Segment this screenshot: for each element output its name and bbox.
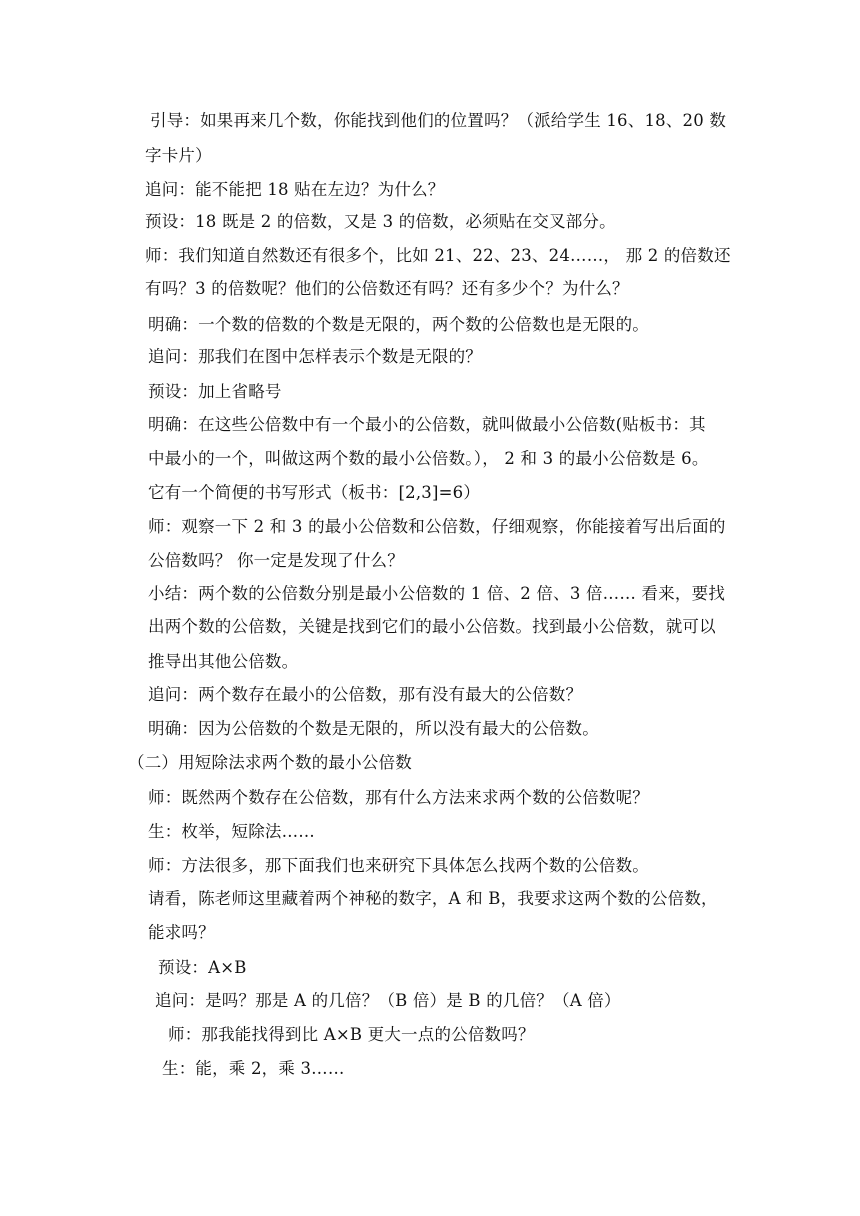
text-line: 师：那我能找得到比 A×B 更大一点的公倍数吗？ — [168, 1025, 535, 1044]
text-line: 明确：在这些公倍数中有一个最小的公倍数，就叫做最小公倍数(贴板书：其 — [148, 415, 706, 434]
text-line: 小结：两个数的公倍数分别是最小公倍数的 1 倍、2 倍、3 倍…… 看来，要找 — [148, 584, 726, 603]
text-line: 有吗？3 的倍数呢？他们的公倍数还有吗？还有多少个？为什么？ — [145, 279, 629, 298]
text-line: 推导出其他公倍数。 — [148, 652, 299, 671]
text-line: 请看，陈老师这里藏着两个神秘的数字，A 和 B，我要求这两个数的公倍数， — [148, 889, 718, 908]
text-line: 追问：是吗？那是 A 的几倍？（B 倍）是 B 的几倍？（A 倍） — [155, 991, 621, 1010]
text-line: 公倍数吗？ 你一定是发现了什么？ — [148, 551, 404, 570]
text-line: 预设：18 既是 2 的倍数，又是 3 的倍数，必须贴在交叉部分。 — [145, 212, 616, 231]
text-line: 预设：加上省略号 — [148, 382, 282, 401]
text-line: 师：既然两个数存在公倍数，那有什么方法来求两个数的公倍数呢？ — [148, 788, 649, 807]
text-line: 师：我们知道自然数还有很多个，比如 21、22、23、24……， 那 2 的倍数还 — [145, 246, 731, 265]
text-line: 能求吗？ — [148, 923, 215, 942]
text-line: 生：枚举，短除法…… — [148, 822, 315, 841]
section-heading: （二）用短除法求两个数的最小公倍数 — [128, 753, 412, 772]
text-line: 引导：如果再来几个数，你能找到他们的位置吗？（派给学生 16、18、20 数 — [150, 111, 727, 130]
text-line: 追问：那我们在图中怎样表示个数是无限的？ — [148, 347, 482, 366]
text-line: 中最小的一个，叫做这两个数的最小公倍数。）， 2 和 3 的最小公倍数是 6。 — [148, 449, 709, 468]
text-line: 师：方法很多，那下面我们也来研究下具体怎么找两个数的公倍数。 — [148, 856, 649, 875]
text-line: 追问：两个数存在最小的公倍数，那有没有最大的公倍数？ — [148, 685, 583, 704]
text-line: 追问：能不能把 18 贴在左边？为什么？ — [145, 180, 445, 199]
text-line: 预设：A×B — [158, 958, 247, 977]
text-line: 它有一个简便的书写形式（板书：[2,3]=6） — [148, 483, 481, 502]
text-line: 师：观察一下 2 和 3 的最小公倍数和公倍数，仔细观察，你能接着写出后面的 — [148, 517, 726, 536]
text-line: 字卡片） — [145, 146, 212, 165]
text-line: 出两个数的公倍数，关键是找到它们的最小公倍数。找到最小公倍数，就可以 — [148, 617, 716, 636]
text-line: 明确：因为公倍数的个数是无限的，所以没有最大的公倍数。 — [148, 719, 599, 738]
text-line: 生：能，乘 2，乘 3…… — [162, 1059, 345, 1078]
text-line: 明确：一个数的倍数的个数是无限的，两个数的公倍数也是无限的。 — [148, 315, 649, 334]
